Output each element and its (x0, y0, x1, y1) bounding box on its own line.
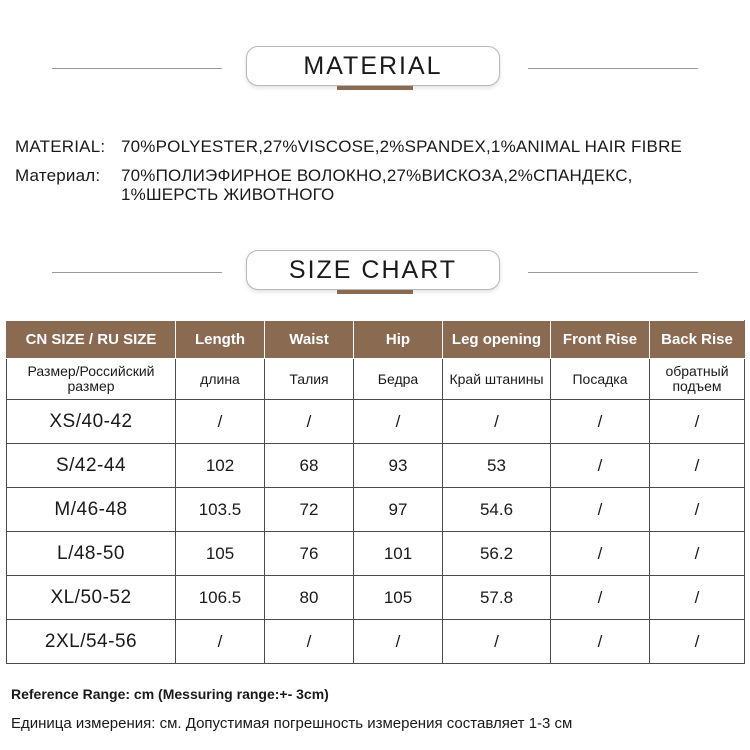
table-cell: / (650, 576, 745, 620)
divider-right (528, 68, 698, 69)
column-header-ru: Край штанины (443, 359, 551, 400)
table-row (7, 532, 745, 576)
column-header-ru: Размер/Российский размер (7, 359, 176, 400)
title-underline (337, 86, 413, 90)
table-cell: / (176, 400, 265, 444)
divider-left (52, 68, 222, 69)
table-cell: / (650, 444, 745, 488)
table-cell: 106.5 (176, 576, 265, 620)
header-row-en (7, 321, 745, 359)
size-chart-table (6, 320, 745, 664)
size-chart-section-header (0, 250, 750, 296)
table-cell: 72 (265, 488, 354, 532)
table-cell: 68 (265, 444, 354, 488)
table-row (7, 576, 745, 620)
title-underline (337, 290, 413, 294)
size-cell: 2XL/54-56 (7, 620, 176, 664)
table-cell: 105 (176, 532, 265, 576)
size-cell: M/46-48 (7, 488, 176, 532)
table-cell: / (265, 620, 354, 664)
material-ru-value-line2: 1%ШЕРСТЬ ЖИВОТНОГО (121, 185, 335, 204)
table-cell: / (551, 400, 650, 444)
table-row (7, 488, 745, 532)
column-header-ru: Талия (265, 359, 354, 400)
divider-left (52, 272, 222, 273)
material-en-line (15, 137, 682, 156)
column-header-ru: Бедра (354, 359, 443, 400)
size-cell: XS/40-42 (7, 400, 176, 444)
column-header: Length (176, 321, 265, 359)
reference-range-ru: Единица измерения: см. Допустимая погрешность измерения составляет 1-3 см (11, 715, 573, 732)
table-cell: 103.5 (176, 488, 265, 532)
table-row (7, 620, 745, 664)
table-cell: 54.6 (443, 488, 551, 532)
column-header: Leg opening (443, 321, 551, 359)
column-header: Front Rise (551, 321, 650, 359)
column-header: Back Rise (650, 321, 745, 359)
table-cell: / (551, 620, 650, 664)
table-cell: / (176, 620, 265, 664)
table-cell: / (650, 532, 745, 576)
table-cell: / (265, 400, 354, 444)
divider-right (528, 272, 698, 273)
material-ru-line (15, 166, 633, 204)
column-header: Waist (265, 321, 354, 359)
table-cell: / (354, 400, 443, 444)
material-en-value: 70%POLYESTER,27%VISCOSE,2%SPANDEX,1%ANIMAL HAIR FIBRE (121, 137, 683, 156)
table-row (7, 444, 745, 488)
size-chart-title: SIZE CHART (246, 250, 500, 290)
column-header-ru: длина (176, 359, 265, 400)
size-cell: L/48-50 (7, 532, 176, 576)
column-header-ru: обратный подъем (650, 359, 745, 400)
reference-range-en: Reference Range: cm (Messuring range:+- 3cm) (11, 686, 329, 702)
table-cell: 93 (354, 444, 443, 488)
column-header-ru: Посадка (551, 359, 650, 400)
table-cell: / (650, 620, 745, 664)
table-cell: 57.8 (443, 576, 551, 620)
table-cell: / (551, 488, 650, 532)
table-cell: / (354, 620, 443, 664)
table-cell: / (443, 400, 551, 444)
table-cell: 102 (176, 444, 265, 488)
column-header: CN SIZE / RU SIZE (7, 321, 176, 359)
material-ru-label: Материал: (15, 166, 101, 185)
size-cell: XL/50-52 (7, 576, 176, 620)
table-cell: 53 (443, 444, 551, 488)
table-row (7, 400, 745, 444)
table-cell: / (551, 576, 650, 620)
table-cell: / (650, 400, 745, 444)
table-cell: 80 (265, 576, 354, 620)
material-title: MATERIAL (246, 46, 500, 86)
size-cell: S/42-44 (7, 444, 176, 488)
table-cell: 76 (265, 532, 354, 576)
table-cell: 97 (354, 488, 443, 532)
table-cell: 56.2 (443, 532, 551, 576)
table-cell: / (650, 488, 745, 532)
table-cell: / (551, 444, 650, 488)
table-cell: 105 (354, 576, 443, 620)
material-en-label: MATERIAL: (15, 137, 106, 156)
header-row-ru (7, 359, 745, 400)
table-cell: / (443, 620, 551, 664)
material-ru-value-line1: 70%ПОЛИЭФИРНОЕ ВОЛОКНО,27%ВИСКОЗА,2%СПАНДЕКС, (121, 166, 633, 185)
table-cell: / (551, 532, 650, 576)
column-header: Hip (354, 321, 443, 359)
material-section-header (0, 46, 750, 92)
table-cell: 101 (354, 532, 443, 576)
